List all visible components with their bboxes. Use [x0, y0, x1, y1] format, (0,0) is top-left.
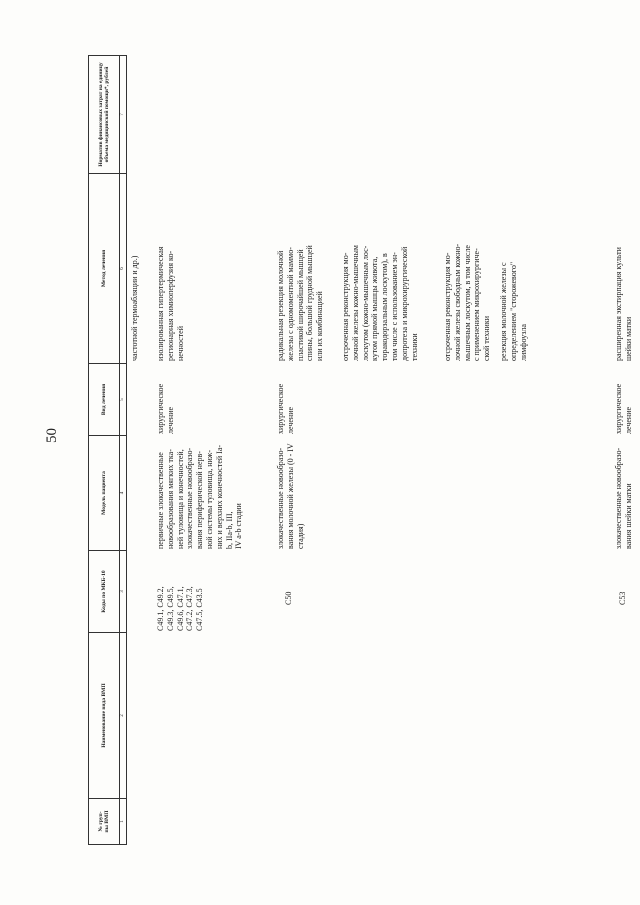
rotated-table: [88, 55, 633, 845]
patient-model-text: злокачественные новообразо- вания шейки матки: [614, 447, 633, 549]
method-text: резекция молочной железы с определением "сторожевого" лимфоузла: [499, 261, 528, 361]
page-number: 50: [44, 428, 60, 443]
icd-codes-text: С50: [284, 591, 293, 605]
patient-model-text: первичные злокачественные новообразования мягких тка- ней туловища и конечностей, злокачественные новообразо- вания периферической нерв- ной системы туловища, ниж- них и верхних конечностей Ia- b, IIa-b, III, IV a-b стадии: [156, 444, 244, 549]
header-cost-norm: Норматив финансовых затрат на единицу объема медицинской помощи*, рублей: [98, 62, 110, 167]
method-text: отсроченная реконструкция мо- лочной железы свободным кожно- мышечным лоскутом, в том числе с применением микрохирургиче- ской техники: [443, 243, 492, 361]
icd-codes-text: С49.1, С49.2, С49.3, С49.5, С49.6, С47.1, С47.2, С47.3, С47.5, С43.5: [156, 586, 205, 631]
header-group-number: № груп- пы ВМП: [89, 798, 119, 844]
header-treatment-type: Вид лечения: [89, 363, 119, 435]
column-number: 5: [120, 363, 126, 435]
column-number: 3: [120, 550, 126, 632]
method-text: отсроченная реконструкция мо- лочной железы кожно-мышечным лоскутом (кожно-мышечным лос- кутом прямой мышцы живота, торакодорзальным лоскутом), в том числе с использованием эн- допротеза и микрохирургической техники: [341, 245, 419, 361]
method-text: изолированная гипертермическая регионарная химиоперфузия ко- нечностей: [156, 246, 185, 361]
treatment-type-text: хирургическое лечение: [614, 383, 633, 434]
patient-model-text: злокачественные новообразо- вания молочной железы (0 - IV стадия): [276, 443, 305, 549]
treatment-type-text: хирургическое лечение: [276, 383, 295, 434]
method-text: частотной термоабляции и др.): [130, 255, 139, 361]
header-vmp-name: Наименование вида ВМП: [89, 632, 119, 798]
method-text: расширенная экстирпация культи шейки матки: [614, 247, 633, 361]
method-text: радикальная резекция молочной железы с одномоментной маммо- пластикой широчайшей мышцей спины, большой грудной мышцей или их комбинацией: [276, 245, 325, 361]
column-number: 2: [120, 632, 126, 798]
column-number-row: [120, 55, 127, 845]
treatment-type-text: хирургическое лечение: [156, 383, 175, 434]
column-number: 1: [120, 798, 126, 844]
table-header: [88, 55, 120, 845]
header-icd-codes: Коды по МКБ-10: [89, 550, 119, 632]
header-treatment-method: Метод лечения: [89, 173, 119, 363]
column-number: 6: [120, 173, 126, 363]
header-patient-model: Модель пациента: [89, 435, 119, 550]
column-number: 4: [120, 435, 126, 550]
icd-codes-text: С53: [618, 591, 627, 605]
column-number: 7: [120, 113, 125, 116]
